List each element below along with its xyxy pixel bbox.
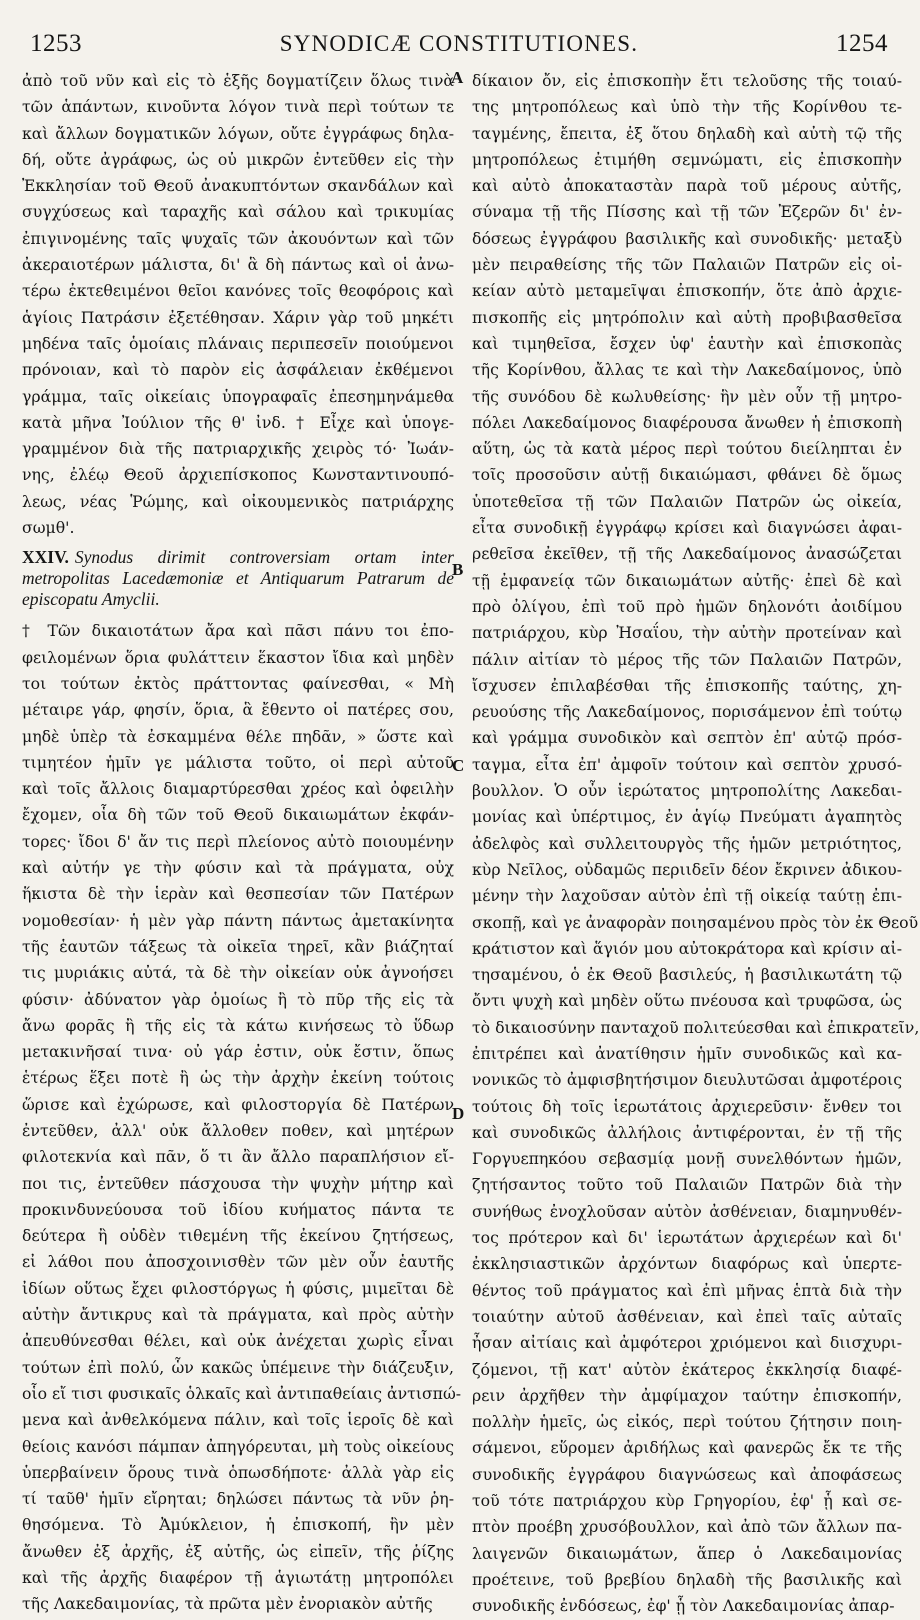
text-line: τῆς Λακεδαιμονίας, τὰ πρῶτα μὲν ἐνοριακὸν αὐτῆς [22, 1594, 433, 1614]
section-number: XXIV. [22, 547, 69, 568]
text-line: τῆς Κορίνθου, ἄλλας τε καὶ τὴν Λακεδαίμονος, ὑπὸ [472, 360, 902, 380]
page-number-left: 1253 [30, 30, 82, 57]
text-line: αὐτὴν ἄντικρυς καὶ τὰ πράγματα, καὶ πρὸς αὐτὴν [22, 1305, 454, 1325]
text-line: Γοργυεπηκόου σεβασμίᾳ μονῇ συνελθόντων ἡμῶν, [472, 1149, 902, 1169]
text-line: κείαν αὐτὸ μεταμεῖψαι ἐπισκοπήν, ὅτε ἀπὸ ἀρχιε- [472, 281, 902, 301]
text-line: τιμητέον ἡμῖν γε μάλιστα τοῦτο, οἱ περὶ αὐτοῦ [22, 752, 454, 772]
text-line: φύσιν· ἀδύνατον γὰρ ὁμοίως ἢ τὸ πῦρ τῆς εἰς τὰ [22, 989, 454, 1009]
text-line: μενα καὶ ἀνθελκόμενα πάλιν, καὶ τοῖς ἱεροῖς δὲ καὶ [22, 1410, 454, 1430]
text-line: της μητροπόλεως καὶ ὑπὸ τὴν τῆς Κορίνθου τε- [472, 97, 902, 117]
text-line: πόλει Λακεδαίμονος διαφέρουσα ἄνωθεν ἡ ἐπισκοπὴ [472, 412, 902, 432]
text-line: τῆς συνόδου δὲ κωλυθείσης· ἣν μὲν οὖν τῇ μητρο- [472, 386, 902, 406]
text-line: γράμμα, ταῖς οἰκείαις ὑπογραφαῖς ἐπεσημηνάμεθα [22, 386, 454, 406]
text-line: πάλιν αἰτίαν τὸ μέρος τῆς τῶν Παλαιῶν Πατρῶν, [472, 649, 902, 669]
text-line: ἰδίων οὕτως ἔχει φιλοστόργως ἡ φύσις, μιμεῖται δὲ [22, 1278, 454, 1298]
text-line: σκοπῇ, καὶ γε ἀναφορὰν ποιησαμένου πρὸς τὸν ἐκ Θεοῦ [472, 912, 919, 932]
text-line: πρόνοιαν, καὶ τὸ παρὸν εἰς ἀσφάλειαν ἐκθέμενοι [22, 360, 454, 380]
text-line: πτὸν προέβη χρυσόβουλλον, καὶ ἀπὸ τῶν ἄλλων πα- [472, 1517, 902, 1537]
text-line: Ἐκκλησίαν τοῦ Θεοῦ ἀνακυπτόντων σκανδάλων καὶ [22, 176, 454, 196]
running-title: SYNODICÆ CONSTITUTIONES. [279, 31, 639, 56]
text-line: θείοις κανόσι πάμπαν ἀπηγόρευται, μὴ τοὺς οἰκείους [22, 1436, 454, 1456]
text-line: ἐπιτρέπει καὶ ἀνατίθησιν ἡμῖν συνοδικῶς καὶ κα- [472, 1043, 902, 1063]
text-line: ἐκκλησιαστικῶν ἀρχόντων διαφόρως καὶ ὑπερτε- [472, 1254, 902, 1274]
text-line: γραμμένον διὰ τῆς πατριαρχικῆς χειρὸς τό· Ἰωάν- [22, 439, 454, 459]
text-line: ταγμένης, ἔπειτα, ἐξ ὅτου δηλαδὴ καὶ αὐτὴ τῷ τῆς [472, 123, 902, 143]
text-line: νονικῶς τὸ ἀμφισβητήσιμον διευλυτῶσαι ἀμφοτέροις [472, 1070, 902, 1090]
text-line: τοῖς προσοῦσιν αὐτῇ δικαιώμασι, φθάνει δὲ ὅμως [472, 465, 902, 485]
margin-marker-d: D [452, 1104, 465, 1123]
text-line: ἐπιγινομένης ταῖς ψυχαῖς τῶν ἀκουόντων καὶ τῶν [22, 228, 454, 248]
text-line: ἀπευθύνεσθαι θέλει, καὶ οὐκ ἀνέχεται χωρὶς εἶναι [22, 1331, 454, 1351]
text-line: σωμθ'. [22, 518, 75, 538]
text-line: ἄνω φορᾶς ἢ τῆς εἰς τὰ κάτω κινήσεως τὸ ὕδωρ [22, 1015, 454, 1035]
text-line: καὶ τοῖς ἄλλοις διαμαρτύρεσθαι χρέος καὶ ὀφειλὴν [22, 779, 454, 799]
text-line: καὶ γράμμα συνοδικὸν καὶ σεπτὸν ἐπ' αὐτῷ πρόσ- [472, 728, 902, 748]
text-line: ἥκιστα δὲ τὴν ἱερὰν καὶ θεσπεσίαν τῶν Πατέρων [22, 884, 454, 904]
margin-marker-b: B [452, 560, 464, 579]
left-column-text-bottom [22, 618, 462, 1617]
text-line: τούτοις δὴ τοῖς ἱερωτάτοις ἀρχιερεῦσιν· ἔνθεν τοι [472, 1096, 902, 1116]
text-line: νης, ἐλέῳ Θεοῦ ἀρχιεπίσκοπος Κωνσταντινουπό- [22, 465, 454, 485]
text-line: πρὸ ὀλίγου, ἐπὶ τοῦ πρὸ ἡμῶν δηλονότι ἀοιδίμου [472, 596, 902, 616]
text-line: καὶ ἄλλων δογματικῶν λόγων, οὔτε ἐγγράφως δηλα- [22, 123, 454, 143]
text-line: ζητήσαντος τοῦτο τοῦ Παλαιῶν Πατρῶν διὰ τὴν [472, 1175, 902, 1195]
text-line: τοιαύτην αὐτοῦ ἀσθένειαν, καὶ ἐπεὶ ταῖς αὐταῖς [472, 1306, 902, 1326]
text-line: τορες· ἴδοι δ' ἄν τις περὶ πλείονος αὐτὸ ποιουμένην [22, 831, 454, 851]
text-line: μηδένα ταῖς ὁμοίαις πλάναις περιπεσεῖν ποιούμενοι [22, 333, 454, 353]
text-line: ἀπὸ τοῦ νῦν καὶ εἰς τὸ ἑξῆς δογματίζειν ὅλως τινὰ [22, 71, 454, 90]
text-line: δίκαιον ὄν, εἰς ἐπισκοπὴν ἔτι τελοῦσης τῆς τοιαύ- [472, 71, 902, 90]
text-line: † Τῶν δικαιοτάτων ἄρα καὶ πᾶσι πάνυ τοι ἐπο- [22, 621, 454, 641]
text-line: ρευούσης τῆς Λακεδαίμονος, πορισάμενον ἐπὶ τούτῳ [472, 702, 902, 722]
text-line: νομοθεσίαν· ἡ μὲν γὰρ πάντη πάντως ἀμετακίνητα [22, 910, 454, 930]
text-line: μένην τὴν λαχοῦσαν αὐτὸν ἐπὶ τῇ οἰκείᾳ ταύτῃ ἐπι- [472, 886, 902, 906]
text-line: τῇ ἐμφανείᾳ τῶν δικαιωμάτων αὐτῆς· ἐπεὶ δὲ καὶ [472, 570, 902, 590]
text-line: θησόμενα. Τὸ Ἀμύκλειον, ἡ ἐπισκοπή, ἣν μὲν [22, 1515, 454, 1535]
text-line: ζόμενοι, τῇ κατ' αὐτὸν ἑκάτερος ἐκκλησίᾳ διαφέ- [472, 1359, 902, 1379]
text-line: κὺρ Νεῖλος, οὐδαμῶς περιιδεῖν δέον ἔκρινεν ἀδικου- [472, 859, 902, 879]
text-line: λαιγενῶν δικαιωμάτων, ἅπερ ὁ Λακεδαιμονίας [472, 1543, 902, 1563]
text-line: τῶν ἁπάντων, κινοῦντα λόγον τινὰ περὶ τούτων τε [22, 97, 454, 117]
text-line: ἴσχυσεν ἐπιλαβέσθαι τῆς ἐπισκοπῆς ταύτης, χη- [472, 675, 902, 695]
text-line: ποι τις, ἐντεῦθεν πάσχουσα τὴν ψυχὴν μήτηρ καὶ [22, 1173, 454, 1193]
text-line: καὶ τιμηθεῖσα, ἔσχεν ὑφ' ἑαυτὴν καὶ ἐπισκοπὰς [472, 333, 902, 353]
text-line: τέρω ἐκτεθειμένοι θεῖοι κανόνες τοῖς θεοφόροις καὶ [22, 281, 454, 301]
text-line: αὕτη, ὡς τὰ κατὰ μέρος περὶ τούτου διείληπται ἐν [472, 439, 902, 459]
text-line: πισκοπῆς εἰς μητρόπολιν καὶ αὐτὴ προβιβασθεῖσα [472, 307, 902, 327]
text-line: λεως, νέας Ῥώμης, καὶ οἰκουμενικὸς πατριάρχης [22, 491, 454, 511]
text-line: μονίας καὶ ὑπέρτιμος, ἐν ἁγίῳ Πνεύματι ἀγαπητὸς [472, 807, 902, 827]
text-line: συνοδικῆς ἐνδόσεως, ἐφ' ᾗ τὸν Λακεδαιμονίας ἀπαρ- [472, 1596, 895, 1616]
text-line: καὶ τῆς ἀρχῆς διαφέρον τῇ ἁγιωτάτῃ μητροπόλει [22, 1568, 454, 1588]
text-line: τοῦ τότε πατριάρχου κὺρ Γρηγορίου, ἐφ' ᾗ καὶ σε- [472, 1491, 902, 1511]
text-line: κατὰ μῆνα Ἰούλιον τῆς θ' ἰνδ. † Εἶχε καὶ ὑπογε- [22, 412, 454, 432]
text-line: συνοδικῆς ἐγγράφου διαγνώσεως καὶ ἀποφάσεως [472, 1464, 902, 1484]
text-line: μηδὲ ὑπὲρ τὰ ἐσκαμμένα θέλε πηδᾶν, » ὥστε καὶ [22, 726, 454, 746]
text-line: φιλοτεκνία καὶ πᾶν, ὅ τι ἂν ἄλλο παραπλήσιον εἴ- [22, 1147, 454, 1167]
text-line: ἐντεῦθεν, ἀλλ' οὐκ ἄλλοθεν ποθεν, καὶ μητέρων [22, 1120, 454, 1140]
text-line: μητροπόλεως ἐτιμήθη σεμνώματι, εἰς ἐπισκοπὴν [472, 149, 902, 169]
text-line: θέντος τοῦ πράγματος καὶ ἐπὶ μῆνας ἑπτὰ διὰ τὴν [472, 1280, 902, 1300]
text-line: εἶτα συνοδικῇ ἐγγράφῳ κρίσει καὶ διαγνώσει ἀφαι- [472, 518, 902, 538]
right-column-text [472, 68, 920, 1620]
text-line: κράτιστον καὶ ἅγιόν μου αὐτοκράτορα καὶ κρίσιν αἰ- [472, 938, 902, 958]
section-heading [22, 547, 454, 610]
text-line: μετακινῆσαί τινα· οὐ γάρ ἐστιν, οὐκ ἔστιν, ὅπως [22, 1042, 454, 1062]
text-line: εἰ λάθοι που ἀποσχοινισθὲν τῶν μὲν οὖν ἑαυτῆς [22, 1252, 454, 1272]
text-line: βουλλον. Ὁ οὖν ἱερώτατος μητροπολίτης Λακεδαι- [472, 781, 902, 801]
text-line: ρειν ἀρχῆθεν τὴν ἀμφίμαχον ταύτην ἐπισκοπήν, [472, 1385, 902, 1405]
text-line: ἁγίοις Πατράσιν ἐξετέθησαν. Χάριν γὰρ τοῦ μηκέτι [22, 307, 454, 327]
text-line: σύναμα τῇ τῆς Πίσσης καὶ τῇ τῶν Ἐζερῶν δι' ἐν- [472, 202, 902, 222]
text-line: τις μυριάκις αὐτά, τὰ δὲ τὴν οἰκείαν οὐκ ἀγνοήσει [22, 963, 454, 983]
text-line: ἔχομεν, οἷα δὴ τῶν τοῦ Θεοῦ δικαιωμάτων ἐκφάν- [22, 805, 454, 825]
text-line: ἀκεραιοτέρων μάλιστα, δι' ἃ δὴ πάντως καὶ οἱ ἀνω- [22, 255, 454, 275]
text-line: φειλομένων ὅρια φυλάττειν ἕκαστον ἴδια καὶ μηδὲν [22, 647, 454, 667]
right-column [472, 68, 920, 1616]
text-line: ταγμα, εἶτα ἐπ' ἀμφοῖν τούτοιν καὶ σεπτὸν χρυσό- [472, 754, 902, 774]
text-line: τούτων ἐπὶ πολύ, ὧν κακῶς ὑπέμεινε τὴν διάζευξιν, [22, 1357, 454, 1377]
running-header [30, 30, 888, 64]
text-line: ἀδελφὸς καὶ συλλειτουργὸς τῆς ἡμῶν μετριότητος, [472, 833, 902, 853]
margin-marker-a: A [451, 68, 464, 87]
text-line: ἦσαν αἰτίαις καὶ ἀμφότεροι χριόμενοι καὶ διισχυρι- [472, 1333, 902, 1353]
text-line: μὲν πειραθείσης τῆς τῶν Παλαιῶν Πατρῶν εἰς οἰ- [472, 255, 902, 275]
text-line: ὑποτεθεῖσα τῇ τῶν Παλαιῶν Πατρῶν ὡς οἰκεία, [472, 491, 902, 511]
text-line: καὶ αὐτὸ ἀποκαταστὰν παρὰ τοῦ μέρους αὐτῆς, [472, 176, 902, 196]
text-line: τὸ δικαιοσύνην πανταχοῦ πολιτεύεσθαι καὶ ἐπικρατεῖν, [472, 1017, 920, 1037]
text-line: τος πρότερον καὶ δι' ἱερωτάτων ἀρχιερέων καὶ δι' [472, 1228, 902, 1248]
text-line: ὥρισε καὶ ἐχώρωσε, καὶ φιλοστοργία δὲ Πατέρων [22, 1094, 454, 1114]
text-line: προέτεινε, τοῦ βρεβίου δηλαδὴ τῆς βασιλικῆς καὶ [472, 1569, 902, 1589]
text-line: ὄντι ψυχὴ καὶ μηδὲν οὕτω πνέουσα καὶ τρυφῶσα, ὡς [472, 991, 902, 1011]
text-line: καὶ συνοδικῶς ἀλλήλοις ἀντιφέρονται, ἐν τῇ τῆς [472, 1122, 902, 1142]
text-line: πατριάρχου, κὺρ Ἠσαΐου, τὴν αὐτὴν προτείναν καὶ [472, 623, 902, 643]
text-line: ἑτέρως ἕξει ποτὲ ἢ ὡς τὴν ἀρχὴν ἐκείνη τούτοις [22, 1068, 454, 1088]
text-line: ὑπερβαίνειν ὅρους τινὰ ὁπωσδήποτε· ἀλλὰ γὰρ εἰς [22, 1462, 454, 1482]
text-line: δόσεως ἐγγράφου βασιλικῆς καὶ συνοδικῆς· μεταξὺ [472, 228, 902, 248]
text-line: μέταιρε γάρ, φησίν, ὅρια, ἃ ἔθεντο οἱ πατέρες σου, [22, 700, 454, 720]
text-line: τοι τούτων ἐκτὸς πράττοντας φαίνεσθαι, « Μὴ [22, 673, 454, 693]
page-number-right: 1254 [835, 30, 888, 57]
margin-marker-c: C [452, 756, 465, 775]
text-line: πολλὴν ἡμεῖς, ὡς εἰκός, περὶ τούτου ζήτησιν ποιη- [472, 1412, 902, 1432]
text-line: συνήθως ἐνοχλοῦσαν αὐτὸν ἀσθένειαν, διαμηνυθέν- [472, 1201, 902, 1221]
text-line: προκινδυνεύουσα τοῦ ἰδίου κυήματος πάντα τε [22, 1199, 454, 1219]
text-line: τί ταῦθ' ἡμῖν εἴρηται; δηλώσει πάντως τὰ νῦν ῥη- [22, 1489, 454, 1509]
text-line: τῆς ἑαυτῶν τάξεως τὰ οἰκεῖα τηρεῖ, κἂν βιάζηταί [22, 936, 454, 956]
text-line: δή, οὔτε ἀγράφως, ὡς οὐ μικρῶν ἐντεῦθεν εἰς τὴν [22, 149, 454, 169]
left-column-text-top [22, 68, 454, 541]
left-column [22, 68, 462, 1614]
text-line: ἄνωθεν ἐξ ἀρχῆς, ἐξ αὐτῆς, ὡς εἰπεῖν, τῆς ῥίζης [22, 1541, 454, 1561]
text-line: καὶ αὐτήν γε τὴν φύσιν καὶ τὰ πράγματα, οὐχ [22, 858, 454, 878]
text-line: ρεθεῖσα ἐκεῖθεν, τῇ τῆς Λακεδαίμονος ἀνασώζεται [472, 544, 902, 564]
text-line: δεύτερα ἢ οὐδὲν τιθεμένη τῆς ἐκείνου ζητήσεως, [22, 1226, 454, 1246]
text-line: σάμενοι, εὕρομεν ἀριδήλως καὶ φανερῶς ἔκ τε τῆς [472, 1438, 902, 1458]
text-line: συγχύσεως καὶ ταραχῆς καὶ σάλου καὶ τρικυμίας [22, 202, 454, 222]
text-line: οἷο εἴ τισι φυσικαῖς ὁλκαῖς καὶ ἀντιπαθείαις ἀντισπώ- [22, 1383, 462, 1403]
section-heading-text: Synodus dirimit controversiam ortam inter metropolitas Lacedæmoniæ et Antiquarum Patrarum de episcopatu Amyclii. [22, 547, 454, 610]
text-line: τησαμένου, ὁ ἐκ Θεοῦ βασιλεύς, ἡ βασιλικωτάτη τῷ [472, 965, 902, 985]
